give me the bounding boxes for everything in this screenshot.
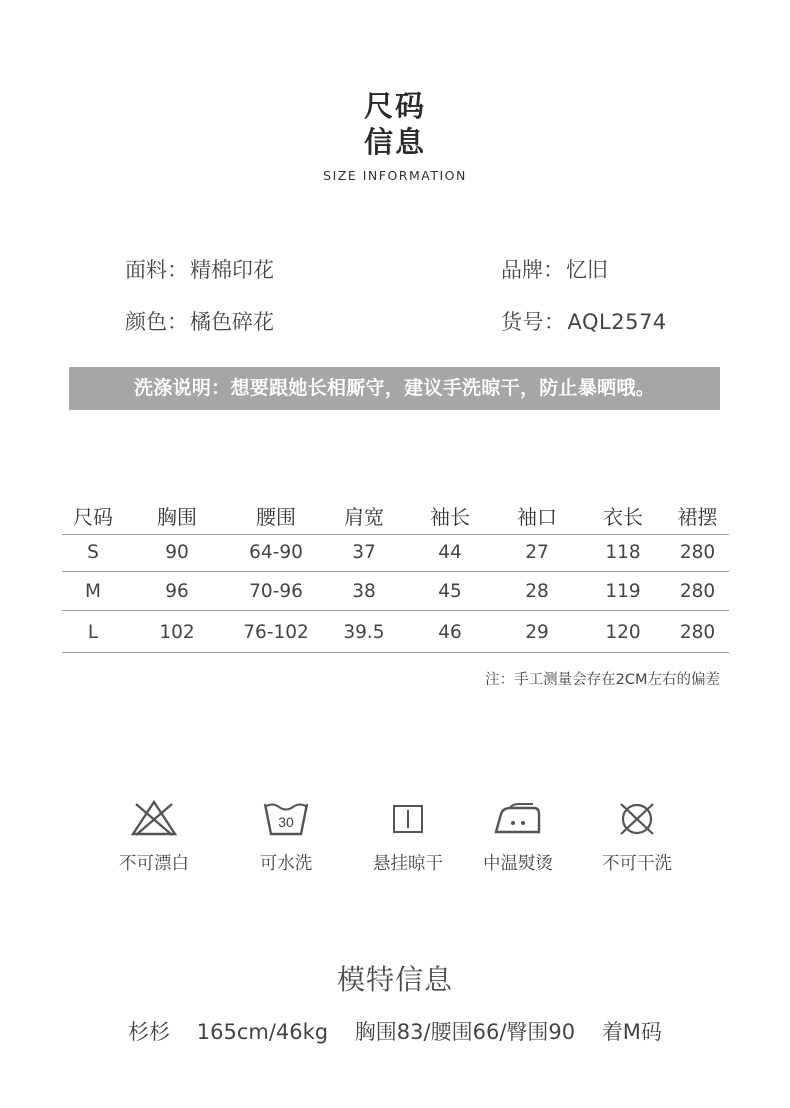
care-label: 悬挂晾干 [373,854,443,874]
table-cell: 96 [165,581,189,602]
table-cell: 27 [525,542,549,563]
table-cell: 44 [438,542,462,563]
table-row [62,571,729,610]
table-cell: 120 [605,622,641,643]
model-measurements: 胸围83/腰围66/臀围90 [354,1020,576,1044]
care-label: 中温熨烫 [483,854,553,874]
color-value: 橘色碎花 [190,310,274,334]
column-header: 尺码 [73,505,113,529]
color-info [125,306,274,336]
brand-label: 品牌： [501,258,564,282]
page-subtitle: SIZE INFORMATION [323,168,467,183]
column-header: 腰围 [256,505,296,529]
table-header-row [62,500,729,534]
model-height-weight: 165cm/46kg [196,1020,329,1044]
table-cell: 38 [352,581,376,602]
column-header: 袖长 [430,505,470,529]
model-info-title: 模特信息 [336,963,453,996]
fabric-label: 面料： [125,258,188,282]
table-cell: 102 [159,622,195,643]
table-cell: 119 [605,581,641,602]
table-cell: 29 [525,622,549,643]
care-item [348,798,468,875]
table-cell: 28 [525,581,549,602]
care-item [458,798,578,875]
table-cell: 37 [352,542,376,563]
model-info-details [0,1016,790,1046]
item-number-label: 货号： [501,310,566,334]
wash-instructions-banner: 洗涤说明：想要跟她长相厮守，建议手洗晾干，防止暴晒哦。 [69,367,720,410]
table-cell: 70-96 [249,581,303,602]
table-cell: M [85,581,101,602]
iron-medium-icon [493,798,543,838]
table-cell: 280 [679,581,716,602]
care-item [226,798,346,875]
table-cell: 118 [605,542,641,563]
table-cell: 39.5 [343,622,385,643]
table-cell: 45 [438,581,462,602]
column-header: 袖口 [517,505,557,529]
care-item [577,798,697,875]
wash-temp-text: 30 [278,814,294,830]
care-label: 可水洗 [259,854,313,874]
no-bleach-icon [129,798,179,838]
model-size-worn: 着M码 [601,1020,662,1044]
table-cell: 64-90 [249,542,303,563]
table-row [62,534,729,571]
table-cell: 76-102 [243,622,309,643]
model-name: 杉杉 [128,1020,171,1044]
page-title-line1: 尺码 [363,89,426,123]
care-label: 不可漂白 [119,854,189,874]
column-header: 裙摆 [677,505,718,529]
table-row [62,610,729,652]
column-header: 肩宽 [344,505,384,529]
brand-info [501,254,608,284]
table-cell: 90 [165,542,189,563]
item-number-info [501,306,667,336]
table-divider [62,652,729,653]
item-number-value: AQL2574 [567,310,667,334]
care-label: 不可干洗 [602,854,672,874]
table-cell: S [87,542,99,563]
table-cell: L [87,622,99,643]
table-cell: 280 [679,542,716,563]
no-dry-clean-icon [612,798,662,838]
measurement-note: 注：手工测量会存在2CM左右的偏差 [485,672,720,688]
fabric-value: 精棉印花 [190,258,274,282]
page-title-line2: 信息 [363,125,426,159]
hang-dry-icon [383,798,433,838]
care-item [94,798,214,875]
color-label: 颜色： [125,310,188,334]
wash-30-icon [261,798,311,838]
table-cell: 280 [679,622,716,643]
table-cell: 46 [438,622,462,643]
column-header: 胸围 [157,505,197,529]
size-table [62,500,729,652]
column-header: 衣长 [603,505,643,529]
brand-value: 忆旧 [566,258,608,282]
fabric-info [125,254,274,284]
